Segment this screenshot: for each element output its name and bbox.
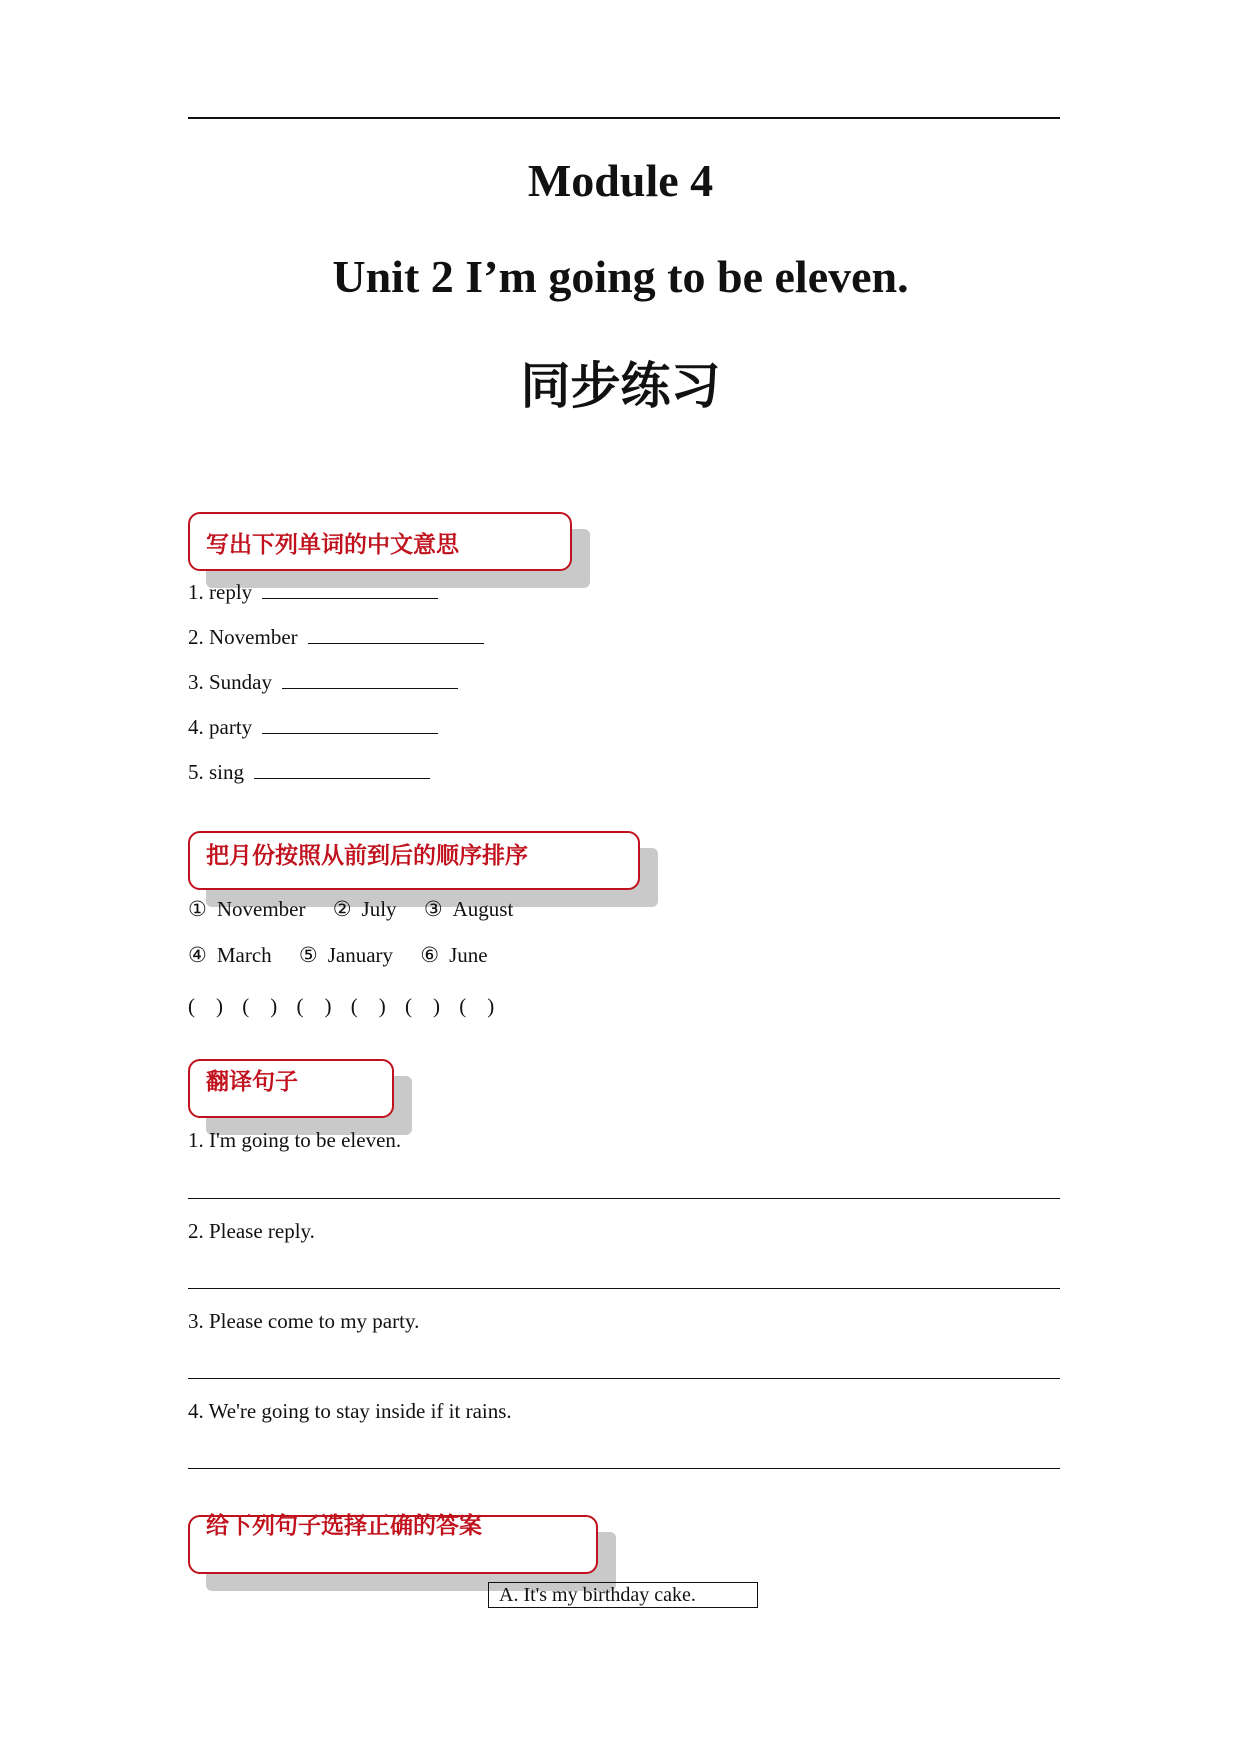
order-answer-slot[interactable]: ( ): [188, 994, 223, 1018]
answer-blank[interactable]: [262, 580, 438, 599]
vocab-item: 4. party: [188, 715, 438, 740]
month-option: ④ March: [188, 943, 272, 967]
section-heading-label: 写出下列单词的中文意思: [206, 532, 459, 558]
month-option: ⑤ January: [298, 943, 394, 967]
order-answer-slot[interactable]: ( ): [459, 994, 495, 1018]
exercise-title: 同步练习: [520, 357, 721, 415]
order-answer-slot[interactable]: ( ): [350, 994, 386, 1018]
answer-option-a[interactable]: A. It's my birthday cake.: [488, 1582, 758, 1608]
unit-title: Unit 2 I’m going to be eleven.: [332, 251, 909, 302]
answer-blank[interactable]: [254, 760, 430, 779]
header-rule: [188, 117, 1060, 119]
section-heading-label: 把月份按照从前到后的顺序排序: [206, 843, 528, 869]
answer-blank[interactable]: [282, 670, 458, 689]
month-option: ① November: [188, 897, 306, 921]
month-option: ③ August: [423, 897, 514, 921]
section-heading-label: 给下列句子选择正确的答案: [206, 1513, 482, 1539]
month-option: ⑥ June: [420, 943, 488, 967]
module-title: Module 4: [527, 155, 714, 206]
answer-line[interactable]: [188, 1468, 1060, 1469]
order-answer-row: [188, 990, 508, 1020]
vocab-item: 1. reply: [188, 580, 438, 605]
month-row-1: [188, 897, 535, 922]
order-answer-slot[interactable]: ( ): [242, 994, 278, 1018]
translate-sentence: 4. We're going to stay inside if it rains.: [188, 1399, 512, 1423]
answer-blank[interactable]: [308, 625, 484, 644]
month-option: ② July: [332, 897, 397, 921]
answer-line[interactable]: [188, 1198, 1060, 1199]
vocab-item: 2. November: [188, 625, 484, 650]
translate-sentence: 1. I'm going to be eleven.: [188, 1128, 402, 1152]
section-heading-label: 翻译句子: [206, 1069, 298, 1095]
vocab-item: 3. Sunday: [188, 670, 458, 695]
answer-line[interactable]: [188, 1378, 1060, 1379]
vocab-item: 5. sing: [188, 760, 430, 785]
order-answer-slot[interactable]: ( ): [296, 994, 332, 1018]
order-answer-slot[interactable]: ( ): [405, 994, 440, 1018]
month-row-2: [188, 943, 510, 968]
translate-sentence: 3. Please come to my party.: [188, 1309, 420, 1333]
answer-blank[interactable]: [262, 715, 438, 734]
answer-line[interactable]: [188, 1288, 1060, 1289]
translate-sentence: 2. Please reply.: [188, 1219, 315, 1243]
